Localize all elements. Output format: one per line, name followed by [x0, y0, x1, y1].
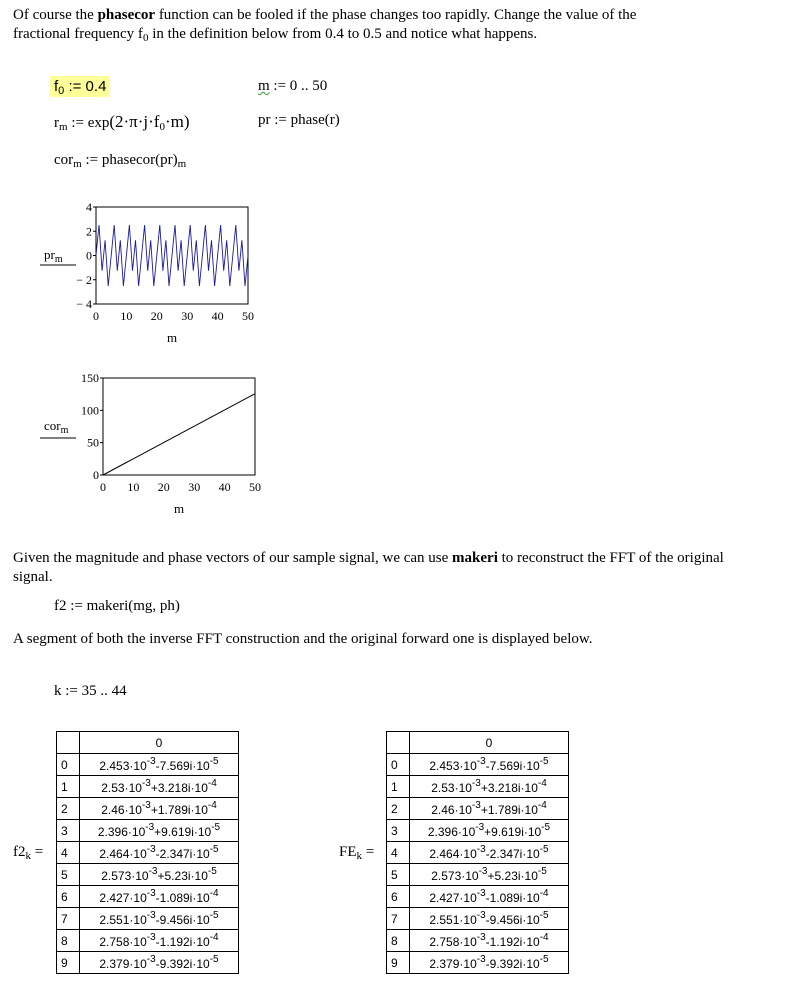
intro-keyword: phasecor	[97, 7, 156, 23]
x-tick-label: 30	[188, 480, 201, 494]
row-index: 5	[387, 864, 410, 886]
table-row	[387, 952, 569, 974]
table-row	[387, 820, 569, 842]
x-tick-label: 0	[100, 480, 106, 494]
complex-value-cell[interactable]: $2.46\cdot 10^{-3}+1.789i\cdot 10^{-4}$	[80, 798, 239, 820]
table-row	[57, 776, 239, 798]
complex-value-cell[interactable]: $2.464\cdot 10^{-3}-2.347i\cdot 10^{-5}$	[410, 842, 569, 864]
column-header: 0	[80, 732, 239, 754]
cor-subscript: m	[73, 158, 82, 170]
y-tick-label: 100	[81, 403, 99, 418]
table-row	[387, 776, 569, 798]
f0-subscript: 0	[58, 85, 65, 97]
y-tick-label: 50	[87, 435, 99, 450]
table-row	[387, 908, 569, 930]
complex-value-cell[interactable]: $2.573\cdot 10^{-3}+5.23i\cdot 10^{-5}$	[80, 864, 239, 886]
x-tick-label: 20	[157, 480, 170, 494]
plot1-yticks	[76, 200, 96, 311]
complex-value-cell[interactable]: $2.453\cdot 10^{-3}-7.569i\cdot 10^{-5}$	[80, 754, 239, 776]
phase-plot[interactable]	[30, 195, 270, 355]
row-index: 6	[57, 886, 80, 908]
table-corner	[57, 732, 80, 754]
f0-definition[interactable]	[50, 78, 110, 97]
table-row	[387, 842, 569, 864]
x-tick-label: 40	[211, 309, 224, 323]
row-index: 7	[57, 908, 80, 930]
row-index: 7	[387, 908, 410, 930]
table-row	[57, 886, 239, 908]
x-tick-label: 10	[120, 309, 133, 323]
complex-value-cell[interactable]: $2.551\cdot 10^{-3}-9.456i\cdot 10^{-5}$	[410, 908, 569, 930]
table-row	[57, 798, 239, 820]
makeri-keyword: makeri	[452, 550, 498, 566]
r-definition[interactable]	[54, 112, 190, 133]
segment-text: A segment of both the inverse FFT construction and the original forward one is displayed below.	[13, 631, 593, 647]
plot2-xlabel: m	[174, 501, 185, 516]
intro-subscript: 0	[142, 32, 149, 44]
x-tick-label: 40	[218, 480, 231, 494]
f2-symbol: f2	[13, 844, 26, 860]
table-row	[387, 798, 569, 820]
row-index: 9	[57, 952, 80, 974]
r-arg-end: ·m)	[164, 112, 190, 131]
y-tick-label: 150	[81, 371, 99, 385]
r-arg-subscript: 0	[159, 121, 165, 133]
makeri-text-1: Given the magnitude and phase vectors of our sample signal, we can use	[13, 550, 453, 566]
table-row	[387, 886, 569, 908]
f2-subscript: k	[25, 850, 31, 862]
m-symbol: m	[258, 78, 270, 94]
plot2-xticks	[100, 480, 261, 494]
table-row	[57, 952, 239, 974]
x-tick-label: 30	[181, 309, 194, 323]
complex-value-cell[interactable]: $2.396\cdot 10^{-3}+9.619i\cdot 10^{-5}$	[410, 820, 569, 842]
complex-value-cell[interactable]: $2.427\cdot 10^{-3}-1.089i\cdot 10^{-4}$	[80, 886, 239, 908]
cor-plot[interactable]	[30, 366, 270, 526]
plot2-yticks	[81, 371, 103, 482]
x-tick-label: 10	[127, 480, 140, 494]
r-arg: (2·π·j·f	[109, 112, 160, 131]
fe-equals: =	[362, 844, 375, 860]
r-subscript: m	[59, 121, 68, 133]
makeri-text-3: signal.	[13, 569, 53, 585]
intro-text-2: function can be fooled if the phase changes too rapidly. Change the value of the	[155, 7, 637, 23]
cor-expression-subscript: m	[177, 158, 187, 170]
plot2-ylabel: cor$_m$	[44, 418, 69, 436]
pr-expression: pr := phase(r)	[258, 112, 340, 128]
table-row	[387, 754, 569, 776]
table-row	[57, 908, 239, 930]
cor-definition[interactable]	[54, 152, 186, 170]
table-row	[387, 864, 569, 886]
row-index: 5	[57, 864, 80, 886]
segment-paragraph	[13, 630, 592, 649]
intro-text-3: fractional frequency f	[13, 26, 143, 42]
f2k-matrix-table[interactable]	[56, 731, 239, 974]
plot1-ylabel: $pr_m$	[44, 247, 63, 265]
y-tick-label: 4	[86, 200, 92, 214]
makeri-paragraph	[13, 549, 788, 587]
row-index: 2	[57, 798, 80, 820]
complex-value-cell[interactable]: $2.46\cdot 10^{-3}+1.789i\cdot 10^{-4}$	[410, 798, 569, 820]
fe-subscript: k	[356, 850, 363, 862]
fek-label	[339, 844, 374, 862]
intro-text-1: Of course the	[13, 7, 98, 23]
row-index: 3	[57, 820, 80, 842]
k-range-definition[interactable]	[54, 683, 127, 700]
plot2-series-line	[103, 394, 255, 475]
complex-value-cell[interactable]: $2.53\cdot 10^{-3}+3.218i\cdot 10^{-4}$	[410, 776, 569, 798]
complex-value-cell[interactable]: $2.379\cdot 10^{-3}-9.392i\cdot 10^{-5}$	[80, 952, 239, 974]
table-row	[57, 754, 239, 776]
fek-matrix-table[interactable]	[386, 731, 569, 974]
intro-text-4: in the definition below from 0.4 to 0.5 and notice what happens.	[148, 26, 538, 42]
row-index: 4	[387, 842, 410, 864]
complex-value-cell[interactable]: $2.573\cdot 10^{-3}+5.23i\cdot 10^{-5}$	[410, 864, 569, 886]
row-index: 4	[57, 842, 80, 864]
row-index: 9	[387, 952, 410, 974]
y-tick-label: 0	[93, 468, 99, 482]
cor-expression: := phasecor(pr)	[81, 152, 178, 168]
complex-value-cell[interactable]: $2.53\cdot 10^{-3}+3.218i\cdot 10^{-4}$	[80, 776, 239, 798]
row-index: 6	[387, 886, 410, 908]
r-symbol: r	[54, 115, 59, 131]
table-row	[57, 820, 239, 842]
table-row	[57, 864, 239, 886]
f0-symbol: f	[54, 78, 59, 95]
f2-expression: f2 := makeri(mg, ph)	[54, 598, 180, 614]
row-index: 2	[387, 798, 410, 820]
row-index: 0	[387, 754, 410, 776]
row-index: 1	[57, 776, 80, 798]
complex-value-cell[interactable]: $2.464\cdot 10^{-3}-2.347i\cdot 10^{-5}$	[80, 842, 239, 864]
row-index: 3	[387, 820, 410, 842]
row-index: 8	[57, 930, 80, 952]
table-row	[57, 930, 239, 952]
complex-value-cell[interactable]: $2.453\cdot 10^{-3}-7.569i\cdot 10^{-5}$	[410, 754, 569, 776]
complex-value-cell[interactable]: $2.396\cdot 10^{-3}+9.619i\cdot 10^{-5}$	[80, 820, 239, 842]
x-tick-label: 50	[242, 309, 254, 323]
makeri-text-2: to reconstruct the FFT of the original	[497, 550, 724, 566]
f2-definition[interactable]	[54, 598, 180, 615]
plot1-xlabel: m	[167, 330, 178, 345]
cor-symbol: cor	[54, 152, 74, 168]
x-tick-label: 50	[249, 480, 261, 494]
x-tick-label: 20	[150, 309, 163, 323]
f2k-label	[13, 844, 43, 862]
m-range: := 0 .. 50	[269, 78, 328, 94]
plot2-frame	[103, 378, 255, 475]
column-header: 0	[410, 732, 569, 754]
complex-value-cell[interactable]: $2.551\cdot 10^{-3}-9.456i\cdot 10^{-5}$	[80, 908, 239, 930]
intro-paragraph	[13, 6, 783, 48]
plot1-series-line	[96, 225, 248, 286]
m-range-definition[interactable]	[258, 78, 327, 95]
f0-value: := 0.4	[64, 78, 107, 95]
f2-equals: =	[31, 844, 44, 860]
y-tick-label: 0	[86, 248, 92, 263]
complex-value-cell[interactable]: $2.427\cdot 10^{-3}-1.089i\cdot 10^{-4}$	[410, 886, 569, 908]
y-tick-label: 2	[86, 224, 92, 239]
table-row	[57, 842, 239, 864]
row-index: 0	[57, 754, 80, 776]
complex-value-cell[interactable]: $2.758\cdot 10^{-3}-1.192i\cdot 10^{-4}$	[80, 930, 239, 952]
fe-symbol: FE	[339, 844, 357, 860]
table-corner	[387, 732, 410, 754]
k-range: k := 35 .. 44	[54, 683, 127, 699]
table-row	[387, 930, 569, 952]
complex-value-cell[interactable]: $2.758\cdot 10^{-3}-1.192i\cdot 10^{-4}$	[410, 930, 569, 952]
x-tick-label: 0	[93, 309, 99, 323]
complex-value-cell[interactable]: $2.379\cdot 10^{-3}-9.392i\cdot 10^{-5}$	[410, 952, 569, 974]
r-exp: := exp	[67, 115, 110, 131]
pr-definition[interactable]	[258, 112, 340, 129]
y-tick-label: − 4	[76, 297, 92, 311]
plot1-xticks	[93, 309, 254, 323]
row-index: 8	[387, 930, 410, 952]
y-tick-label: − 2	[76, 272, 92, 287]
row-index: 1	[387, 776, 410, 798]
